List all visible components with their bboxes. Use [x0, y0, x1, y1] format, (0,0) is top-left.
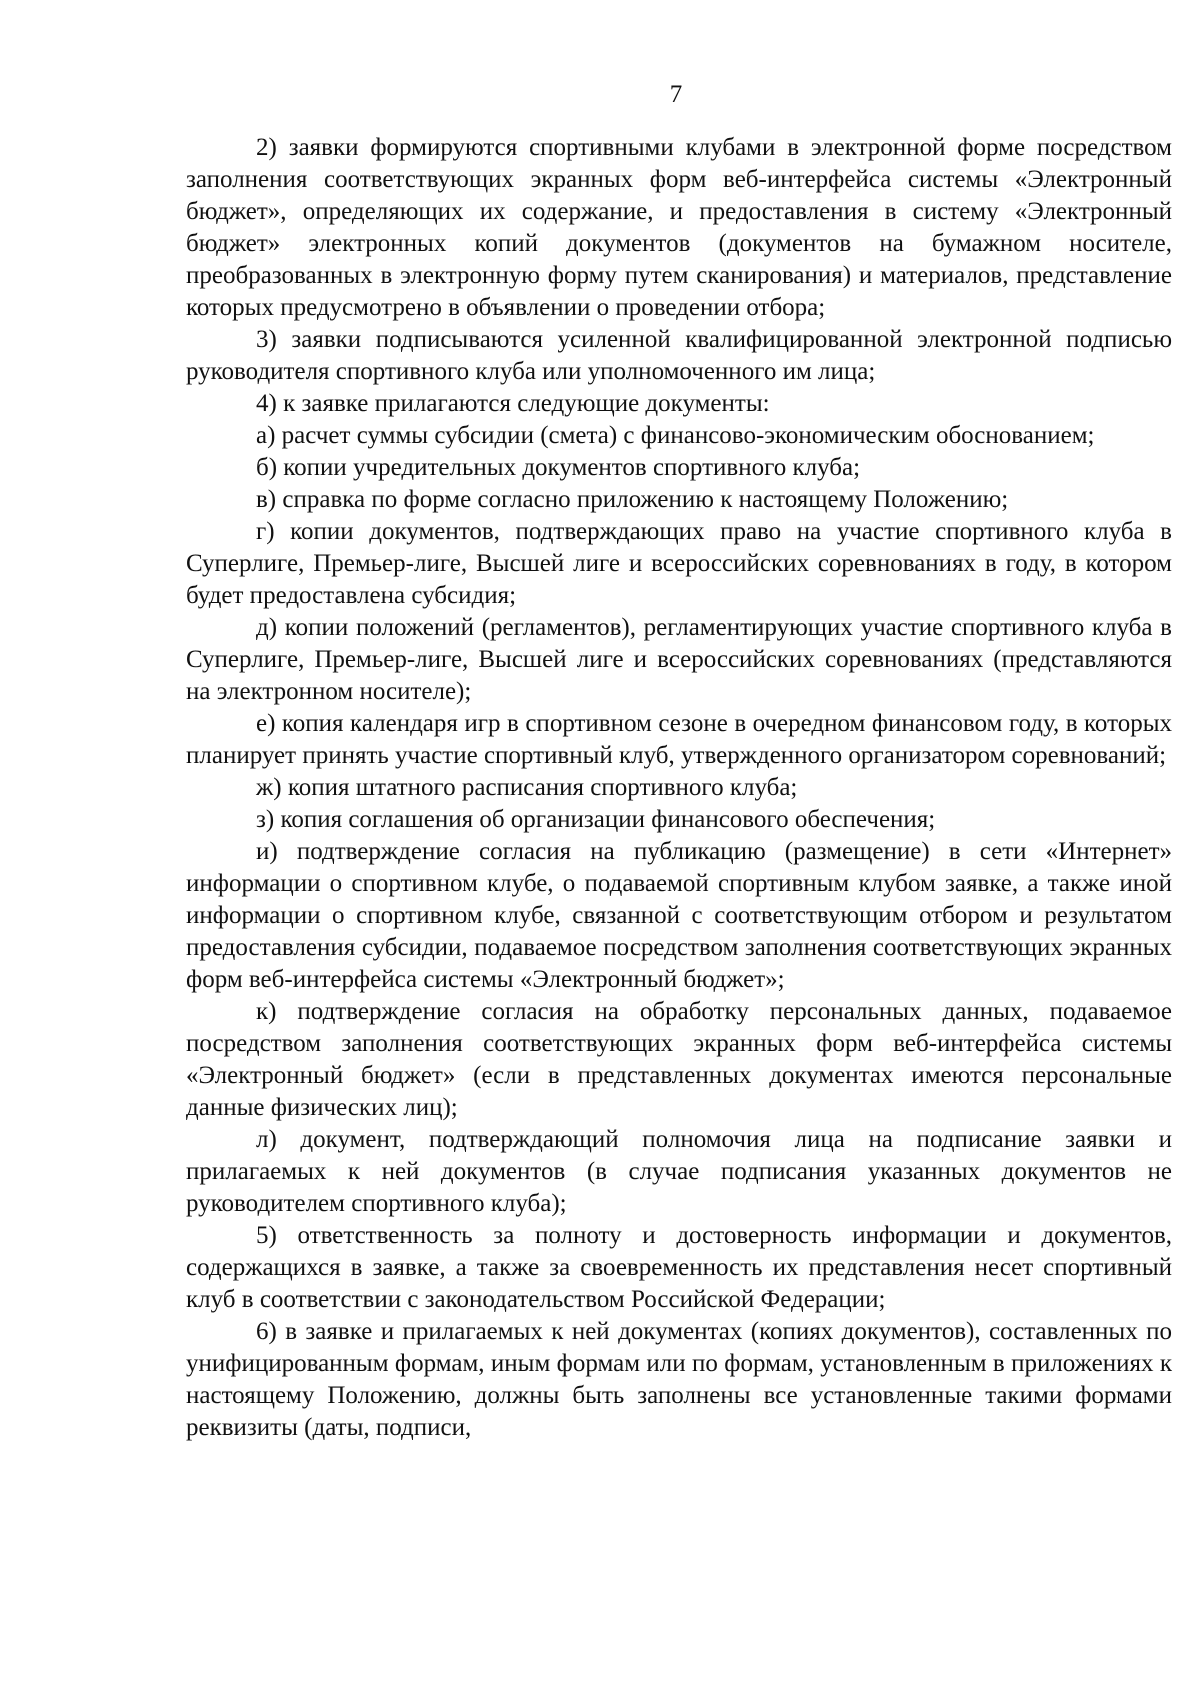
paragraph-subitem-i: и) подтверждение согласия на публикацию (размещение) в сети «Интернет» информации о спортивном клубе, о подаваемой спортивным клубом заявке, а также иной информации о спортивном клубе, связанной с соответствующим отбором и результатом предоставления субсидии, подаваемое посредством заполнения соответствующих экранных форм веб-интерфейса системы «Электронный бюджет»;	[186, 838, 1172, 993]
paragraph-subitem-l: л) документ, подтверждающий полномочия лица на подписание заявки и прилагаемых к ней документов (в случае подписания указанных документов не руководителем спортивного клуба);	[186, 1126, 1172, 1217]
paragraph-subitem-g: г) копии документов, подтверждающих право на участие спортивного клуба в Суперлиге, Премьер-лиге, Высшей лиге и всероссийских соревнованиях в году, в котором будет предоставлена субсидия;	[186, 518, 1172, 609]
paragraph-subitem-v: в) справка по форме согласно приложению к настоящему Положению;	[256, 486, 1009, 513]
paragraph-item-2: 2) заявки формируются спортивными клубами в электронной форме посредством заполнения соответствующих экранных форм веб-интерфейса системы «Электронный бюджет», определяющих их содержание, и предоставления в систему «Электронный бюджет» электронных копий документов (документов на бумажном носителе, преобразованных в электронную форму путем сканирования) и материалов, представление которых предусмотрено в объявлении о проведении отбора;	[186, 134, 1172, 321]
paragraph-subitem-d: д) копии положений (регламентов), регламентирующих участие спортивного клуба в Суперлиге, Премьер-лиге, Высшей лиге и всероссийских соревнованиях (представляются на электронном носителе);	[186, 614, 1172, 705]
paragraph-subitem-a: а) расчет суммы субсидии (смета) с финансово-экономическим обоснованием;	[256, 422, 1095, 449]
document-body	[186, 132, 1172, 1444]
paragraph-item-5: 5) ответственность за полноту и достоверность информации и документов, содержащихся в заявке, а также за своевременность их представления несет спортивный клуб в соответствии с законодательством Российской Федерации;	[186, 1222, 1172, 1313]
paragraph-item-6: 6) в заявке и прилагаемых к ней документах (копиях документов), составленных по унифицированным формам, иным формам или по формам, установленным в приложениях к настоящему Положению, должны быть заполнены все установленные такими формами реквизиты (даты, подписи,	[186, 1318, 1172, 1441]
paragraph-item-4: 4) к заявке прилагаются следующие документы:	[256, 390, 770, 417]
paragraph-subitem-b: б) копии учредительных документов спортивного клуба;	[256, 454, 861, 481]
paragraph-item-3: 3) заявки подписываются усиленной квалифицированной электронной подписью руководителя спортивного клуба или уполномоченного им лица;	[186, 326, 1172, 385]
paragraph-subitem-e: е) копия календаря игр в спортивном сезоне в очередном финансовом году, в которых планирует принять участие спортивный клуб, утвержденного организатором соревнований;	[186, 710, 1172, 769]
paragraph-subitem-z: з) копия соглашения об организации финансового обеспечения;	[256, 806, 936, 833]
page-number: 7	[669, 81, 683, 108]
paragraph-subitem-k: к) подтверждение согласия на обработку персональных данных, подаваемое посредством заполнения соответствующих экранных форм веб-интерфейса системы «Электронный бюджет» (если в представленных документах имеются персональные данные физических лиц);	[186, 998, 1172, 1121]
paragraph-subitem-zh: ж) копия штатного расписания спортивного клуба;	[256, 774, 798, 801]
